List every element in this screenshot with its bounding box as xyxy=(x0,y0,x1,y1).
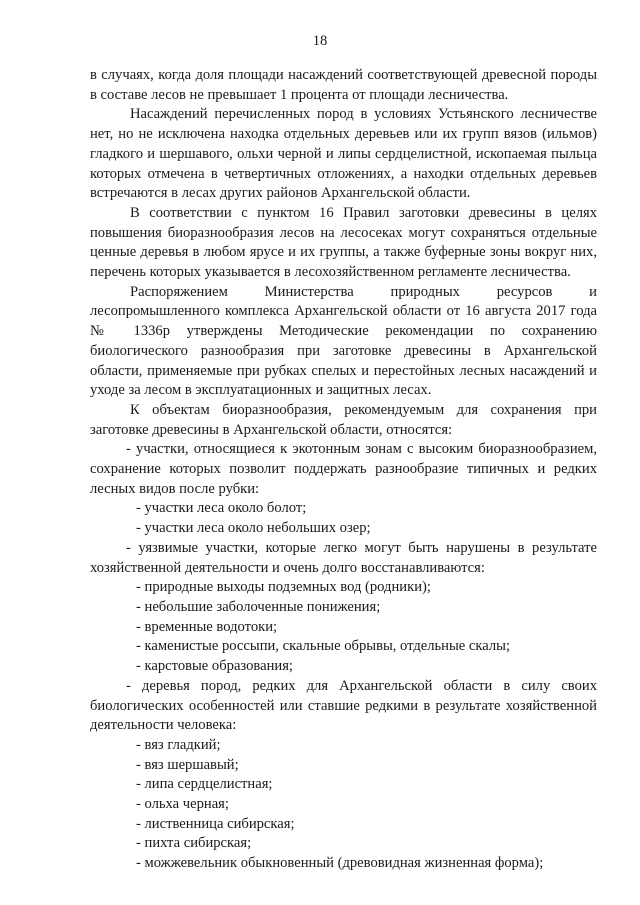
list-item: - лиственница сибирская; xyxy=(136,815,295,832)
list-item: - ольха черная; xyxy=(136,796,229,813)
list-item: - вяз шершавый; xyxy=(136,756,239,773)
list-item: - природные выходы подземных вод (родники); xyxy=(136,579,431,596)
paragraph-2: Насаждений перечисленных пород в условиях Устьянского лесничестве нет, но не исключена находка отдельных деревьев или их групп вязов (ильмов) гладкого и шершавого, ольхи черной и липы сердцелистной, ископаемая пыльца которых отмечена в четвертичных отложениях, а находки отдельных деревьев встречаются в лесах других районов Архангельской области. xyxy=(90,106,597,202)
list-item: - участки леса около небольших озер; xyxy=(136,520,371,537)
list-group-rare-trees-head: - деревья пород, редких для Архангельской области в силу своих биологических особенностей или ставшие редкими в результате хозяйственной деятельности человека: xyxy=(90,677,597,734)
document-body xyxy=(90,66,597,874)
list-item: - пихта сибирская; xyxy=(136,835,252,852)
list-item: - каменистые россыпи, скальные обрывы, отдельные скалы; xyxy=(136,638,511,655)
list-item: - небольшие заболоченные понижения; xyxy=(136,598,381,615)
list-item: - липа сердцелистная; xyxy=(136,776,273,793)
paragraph-4: Распоряжением Министерства природных ресурсов и лесопромышленного комплекса Архангельской области от 16 августа 2017 года № 1336р утверждены Методические рекомендации по сохранению биологического разнообразия при заготовке древесины в Архангельской области, применяемые при рубках спелых и перестойных лесных насаждений и уходе за лесом в эксплуатационных и защитных лесах. xyxy=(90,283,597,399)
list-item: - карстовые образования; xyxy=(136,658,293,675)
page-number: 18 xyxy=(312,33,328,49)
paragraph-3: В соответствии с пунктом 16 Правил заготовки древесины в целях повышения биоразнообразия лесов на лесосеках могут сохраняться отдельные ценные деревья в любом ярусе и их группы, а также буферные зоны вокруг них, перечень которых указывается в лесохозяйственном регламенте лесничества. xyxy=(90,204,597,281)
paragraph-1: в случаях, когда доля площади насаждений соответствующей древесной породы в составе лесов не превышает 1 процента от площади лесничества. xyxy=(90,67,597,103)
list-item: - можжевельник обыкновенный (древовидная жизненная форма); xyxy=(136,855,544,872)
list-group-vulnerable-head: - уязвимые участки, которые легко могут быть нарушены в результате хозяйственной деятельности и очень долго восстанавливаются: xyxy=(90,539,597,576)
list-item: - участки леса около болот; xyxy=(136,500,307,517)
paragraph-5: К объектам биоразнообразия, рекомендуемым для сохранения при заготовке древесины в Архангельской области, относятся: xyxy=(90,401,597,438)
list-item: - вяз гладкий; xyxy=(136,736,221,753)
list-group-ecotone-head: - участки, относящиеся к экотонным зонам с высоким биоразнообразием, сохранение которых позволит поддержать разнообразие типичных и редких лесных видов после рубки: xyxy=(90,441,597,497)
list-item: - временные водотоки; xyxy=(136,618,278,635)
